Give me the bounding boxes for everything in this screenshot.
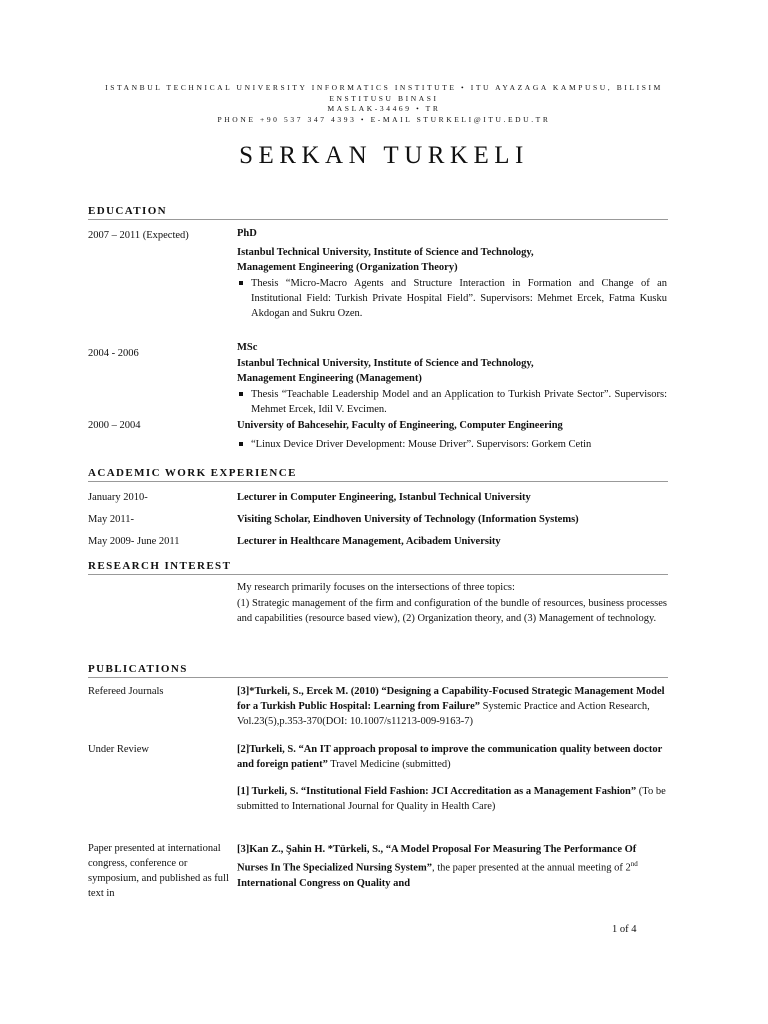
research-topics: (1) Strategic management of the firm and configuration of the bundle of resources, business processes and capabilities (resource based view), (2) Organization theory, and (3) Management of technology. xyxy=(237,598,667,624)
phd-degree: PhD xyxy=(237,228,257,239)
msc-institution-line2: Management Engineering (Management) xyxy=(237,373,422,384)
msc-degree: MSc xyxy=(237,342,258,353)
research-intro: My research primarily focuses on the intersections of three topics: xyxy=(237,582,515,593)
page-number: 1 of 4 xyxy=(612,924,637,935)
conference-paper-3-title: [3]Kan Z., Şahin H. *Türkeli, S., “A Model Proposal For Measuring The Performance Of Nurses In The Specialized Nursing System” xyxy=(237,844,637,874)
academic-role-2: Visiting Scholar, Eindhoven University of Technology (Information Systems) xyxy=(237,514,579,525)
address-line-3: MASLAK-34469 • TR xyxy=(327,104,441,114)
publication-1-detail: (To be submitted to International Journal for Quality in Health Care) xyxy=(237,786,666,812)
congress-label: Paper presented at international congress, conference or symposium, and published as full text in xyxy=(88,843,229,899)
publication-2 xyxy=(237,742,667,772)
address-block xyxy=(88,83,680,125)
publication-3 xyxy=(237,684,667,729)
research-heading: RESEARCH INTEREST xyxy=(88,560,668,575)
bsc-thesis: “Linux Device Driver Development: Mouse Driver”. Supervisors: Gorkem Cetin xyxy=(251,439,592,450)
publication-2-detail: Travel Medicine (submitted) xyxy=(327,759,451,770)
conference-paper-3-sup: nd xyxy=(630,860,638,868)
refereed-label: Refereed Journals xyxy=(88,686,164,697)
publication-3-title: [3]*Turkeli, S., Ercek M. (2010) “Designing a Capability-Focused Strategic Management Model for a Turkish Public Hospital: Learning from Failure” xyxy=(237,686,665,712)
msc-date: 2004 - 2006 xyxy=(88,348,139,359)
bsc-institution: University of Bahcesehir, Faculty of Engineering, Computer Engineering xyxy=(237,420,563,431)
phd-date: 2007 – 2011 (Expected) xyxy=(88,230,189,241)
person-name: SERKAN TURKELI xyxy=(239,142,529,169)
phd-institution-line1: Istanbul Technical University, Institute of Science and Technology, xyxy=(237,247,534,258)
conference-paper-3-tail: International Congress on Quality and xyxy=(237,877,411,889)
conference-paper-3-detail: , the paper presented at the annual meeting of 2 xyxy=(431,862,631,874)
phd-institution-line2: Management Engineering (Organization Theory) xyxy=(237,262,458,273)
address-line-1: ISTANBUL TECHNICAL UNIVERSITY INFORMATICS INSTITUTE • ITU AYAZAGA KAMPUSU, BILISIM xyxy=(105,83,663,92)
msc-institution-line1: Istanbul Technical University, Institute of Science and Technology, xyxy=(237,358,534,369)
conference-paper-3 xyxy=(237,842,667,891)
address-line-2: ENSTITUSU BINASI xyxy=(329,93,439,103)
publication-1-title: [1] Turkeli, S. “Institutional Field Fashion: JCI Accreditation as a Management Fashion” xyxy=(237,786,637,797)
phd-thesis: Thesis “Micro-Macro Agents and Structure Interaction in Formation and Change of an Institutional Field: Turkish Private Hospital Field”. Supervisors: Mehmet Ercek, Fatma Kusku Akdogan and Sukru Ozen. xyxy=(251,278,667,319)
contact-line: PHONE +90 537 347 4393 • E-MAIL STURKELI@ITU.EDU.TR xyxy=(217,114,551,124)
publication-2-title: [2]Turkeli, S. “An IT approach proposal to improve the communication quality between doctor and foreign patient” xyxy=(237,744,663,770)
publication-1 xyxy=(237,784,667,814)
under-review-label: Under Review xyxy=(88,744,149,755)
academic-heading: ACADEMIC WORK EXPERIENCE xyxy=(88,467,668,482)
bsc-date: 2000 – 2004 xyxy=(88,420,141,431)
academic-role-3: Lecturer in Healthcare Management, Acibadem University xyxy=(237,536,501,547)
msc-thesis: Thesis “Teachable Leadership Model and an Application to Turkish Private Sector”. Supervisors: Mehmet Ercek, Idil V. Evcimen. xyxy=(251,389,667,415)
publications-heading: PUBLICATIONS xyxy=(88,663,668,678)
academic-date-3: May 2009- June 2011 xyxy=(88,536,180,547)
academic-date-2: May 2011- xyxy=(88,514,134,525)
publication-3-detail: Systemic Practice and Action Research, Vol.23(5),p.353-370(DOI: 10.1007/s11213-009-9163-7) xyxy=(237,701,650,727)
academic-role-1: Lecturer in Computer Engineering, Istanbul Technical University xyxy=(237,492,531,503)
education-heading: EDUCATION xyxy=(88,205,668,220)
academic-date-1: January 2010- xyxy=(88,492,148,503)
